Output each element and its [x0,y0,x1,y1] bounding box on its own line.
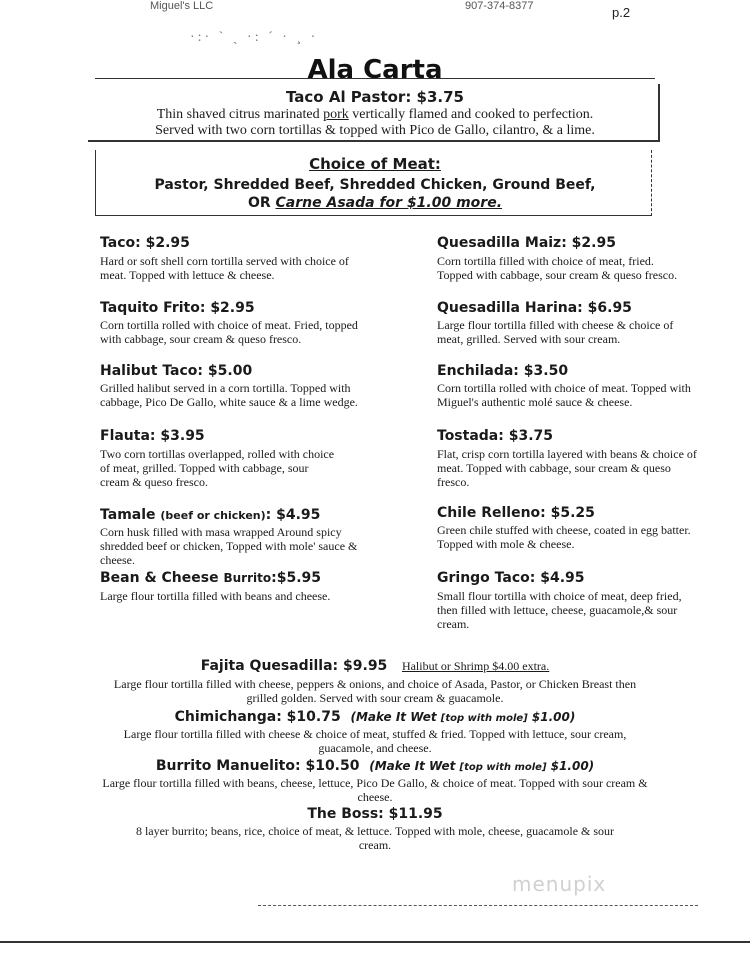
special-wet-open: (Make It Wet [369,759,460,773]
special-wet-note: [top with mole] [440,713,528,724]
menu-item-name-note: (beef or chicken) [160,509,266,522]
menu-item-price: : $4.95 [265,507,321,523]
special-item-desc: 8 layer burrito; beans, rice, choice of meat, & lettuce. Topped with mole, cheese, guacamole & sour cream. [135,824,615,852]
featured-desc-line2: Served with two corn tortillas & topped with Pico de Gallo, cilantro, & a lime. [155,123,595,138]
menu-item-desc: Large flour tortilla filled with beans and cheese. [100,589,331,603]
special-extra: Halibut or Shrimp $4.00 extra. [401,659,550,673]
footer-dash-line [258,905,698,906]
menu-item-desc: Green chile stuffed with cheese, coated in egg batter. Topped with mole & cheese. [437,523,691,551]
special-wet-price: $1.00) [546,759,595,773]
featured-item-desc [80,107,670,139]
featured-desc-part2: vertically flamed and cooked to perfection. [348,107,594,122]
meat-choice-title: Choice of Meat: [309,155,441,173]
menu-item-name: Taco: $2.95 [100,235,190,251]
menu-item-name: Flauta: $3.95 [100,428,205,444]
special-name-main: Fajita Quesadilla: $9.95 [200,658,388,674]
special-item-name [0,658,750,674]
menu-item-name [100,570,321,586]
meat-line2-prefix: OR [247,195,276,211]
scribble-mark-icon: ·:· ˋ ˏ ·: ˊ · ¸ · [190,30,319,45]
menu-item-name-main: Tamale [100,507,161,523]
menu-item-price: :$5.95 [271,570,321,586]
menu-item-name-note: Burrito [223,571,272,585]
featured-desc-part1: Thin shaved citrus marinated [156,107,324,122]
menu-item-name: Gringo Taco: $4.95 [437,570,585,586]
special-item-name: The Boss: $11.95 [307,806,443,822]
menu-item-desc: Corn tortilla rolled with choice of meat. Fried, topped with cabbage, sour cream & queso fresco. [100,318,358,346]
menu-item-desc: Two corn tortillas overlapped, rolled with choice of meat, grilled. Topped with cabbage, sour cream & queso fresco. [100,447,335,489]
menu-item-name: Tostada: $3.75 [437,428,554,444]
special-item-desc: Large flour tortilla filled with cheese, peppers & onions, and choice of Asada, Pastor, or Chicken Breast then grilled golden. Served with sour cream & guacamole. [113,677,637,705]
menu-item-desc: Small flour tortilla with choice of meat, deep fried, then filled with lettuce, cheese, guacamole,& sour cream. [437,589,682,631]
special-wet-price: $1.00) [527,710,576,724]
menu-item-name-main: Bean & Cheese [100,570,224,586]
fax-header-sender: Miguel's LLC [150,0,214,12]
special-item-desc: Large flour tortilla filled with beans, cheese, lettuce, Pico De Gallo, & choice of meat. Topped with sour cream & cheese. [102,776,648,804]
special-name-main: Chimichanga: $10.75 [174,709,341,725]
menu-item-desc: Corn tortilla filled with choice of meat, fried. Topped with cabbage, sour cream & queso fresco. [437,254,678,282]
page-bottom-border [0,941,750,943]
menu-item-desc: Corn tortilla rolled with choice of meat. Topped with Miguel's authentic molé sauce & cheese. [437,381,691,409]
menu-item-name [100,507,320,523]
menu-item-name: Quesadilla Maiz: $2.95 [437,235,616,251]
special-item-name [0,709,750,725]
special-item-name [0,758,750,774]
fax-header-phone: 907-374-8377 [465,0,534,12]
special-wet-open: (Make It Wet [350,710,441,724]
menu-item-desc: Hard or soft shell corn tortilla served with choice of meat. Topped with lettuce & cheese. [100,254,349,282]
meat-choice-list [0,176,750,212]
featured-item-name: Taco Al Pastor: $3.75 [286,88,464,106]
menu-item-name: Halibut Taco: $5.00 [100,363,253,379]
menu-item-desc: Large flour tortilla filled with cheese & choice of meat, grilled. Served with sour cream. [437,318,674,346]
menu-item-name: Quesadilla Harina: $6.95 [437,300,632,316]
menu-item-desc: Corn husk filled with masa wrapped Around spicy shredded beef or chicken, Topped with mole' sauce & cheese. [100,525,358,567]
menu-item-desc: Flat, crisp corn tortilla layered with beans & choice of meat. Topped with cabbage, sour cream & queso fresco. [437,447,697,489]
menu-item-desc: Grilled halibut served in a corn tortilla. Topped with cabbage, Pico De Gallo, white sauce & a lime wedge. [100,381,358,409]
menu-item-name: Enchilada: $3.50 [437,363,569,379]
special-item-desc: Large flour tortilla filled with cheese & choice of meat, stuffed & fried. Topped with lettuce, sour cream, guacamole, and cheese. [123,727,627,755]
special-name-main: Burrito Manuelito: $10.50 [155,758,360,774]
meat-line1: Pastor, Shredded Beef, Shredded Chicken, Ground Beef, [154,177,596,193]
menu-item-name: Chile Relleno: $5.25 [437,505,595,521]
title-rule [95,78,655,79]
page-title: Ala Carta [307,55,443,85]
menupix-watermark: menupix [512,872,607,896]
page-number: p.2 [612,5,631,20]
meat-line2-carne-asada: Carne Asada for $1.00 more. [275,195,503,211]
featured-desc-underlined: pork [323,107,349,122]
menu-item-name: Taquito Frito: $2.95 [100,300,255,316]
special-wet-note: [top with mole] [459,762,547,773]
